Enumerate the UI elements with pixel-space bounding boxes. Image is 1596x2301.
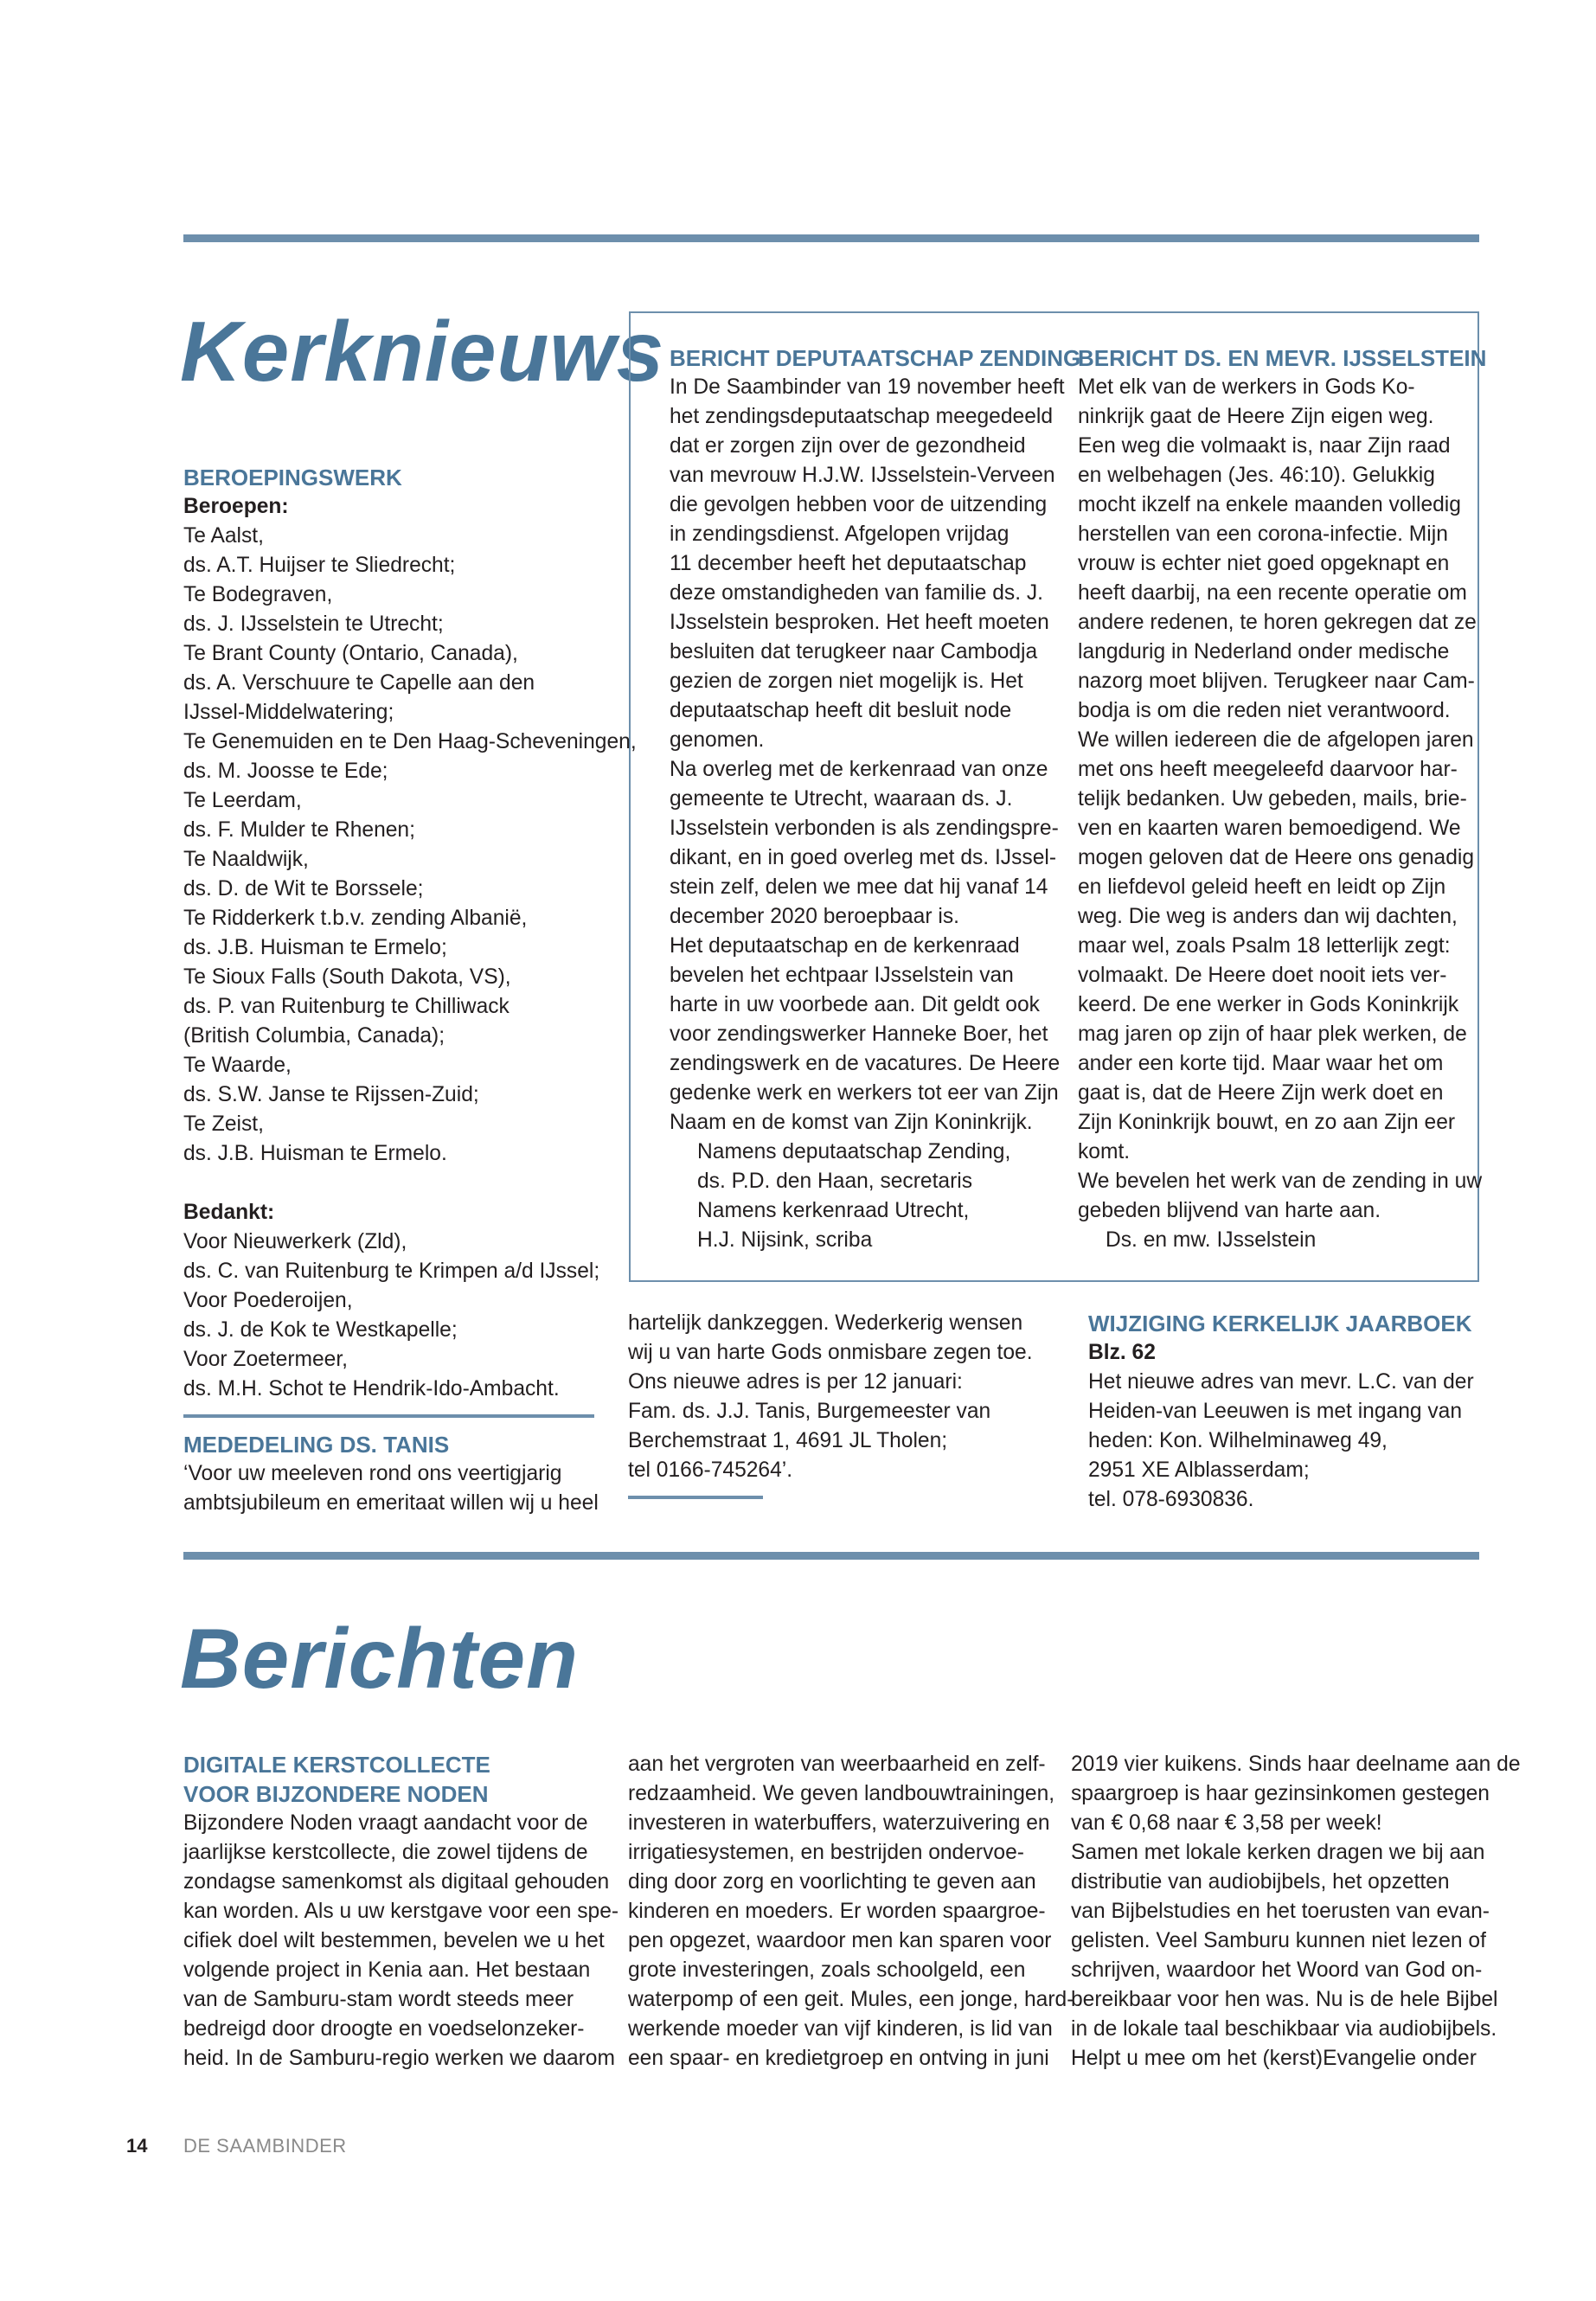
text-line: dikant, en in goed overleg met ds. IJssel-: [670, 846, 1057, 869]
text-line: ninkrijk gaat de Heere Zijn eigen weg.: [1078, 405, 1434, 428]
text-line: dat er zorgen zijn over de gezondheid: [670, 434, 1026, 458]
middle-rule: [183, 1552, 1479, 1560]
text-line: Voor Nieuwerkerk (Zld),: [183, 1230, 407, 1253]
text-line: Namens deputaatschap Zending,: [697, 1140, 1011, 1163]
text-line: Na overleg met de kerkenraad van onze: [670, 758, 1048, 781]
text-line: ambtsjubileum en emeritaat willen wij u heel: [183, 1491, 599, 1515]
tanis-heading: MEDEDELING DS. TANIS: [183, 1432, 450, 1458]
text-line: keerd. De ene werker in Gods Koninkrijk: [1078, 993, 1459, 1016]
text-line: andere redenen, te horen gekregen dat ze: [1078, 611, 1477, 634]
text-line: bedreigd door droogte en voedselonzeker-: [183, 2017, 585, 2041]
text-line: grote investeringen, zoals schoolgeld, een: [628, 1958, 1026, 1982]
text-line: zendingswerk en de vacatures. De Heere: [670, 1052, 1061, 1075]
text-line: ds. J.B. Huisman te Ermelo;: [183, 936, 447, 959]
text-line: stein zelf, delen we mee dat hij vanaf 14: [670, 875, 1048, 899]
text-line: langdurig in Nederland onder medische: [1078, 640, 1450, 663]
text-line: gebeden blijvend van harte aan.: [1078, 1199, 1381, 1222]
text-line: We bevelen het werk van de zending in uw: [1078, 1170, 1483, 1193]
text-line: vrouw is echter niet goed opgeknapt en: [1078, 552, 1450, 575]
text-line: ds. D. de Wit te Borssele;: [183, 877, 424, 901]
text-line: Een weg die volmaakt is, naar Zijn raad: [1078, 434, 1451, 458]
publication-name: DE SAAMBINDER: [183, 2135, 347, 2157]
text-line: ding door zorg en voorlichting te geven aan: [628, 1870, 1036, 1894]
kerstcollecte-column-2: [628, 1750, 1074, 2073]
text-line: Samen met lokale kerken dragen we bij aan: [1071, 1841, 1485, 1864]
text-line: We willen iedereen die de afgelopen jaren: [1078, 728, 1474, 752]
text-line: Te Ridderkerk t.b.v. zending Albanië,: [183, 907, 528, 930]
jaarboek-subheading: Blz. 62: [1088, 1341, 1156, 1364]
text-line: in zendingsdienst. Afgelopen vrijdag: [670, 522, 1010, 546]
kerstcollecte-heading-line1: DIGITALE KERSTCOLLECTE: [183, 1752, 490, 1778]
text-line: Voor Poederoijen,: [183, 1289, 353, 1312]
text-line: Berchemstraat 1, 4691 JL Tholen;: [628, 1429, 948, 1452]
text-line: ‘Voor uw meeleven rond ons veertigjarig: [183, 1462, 562, 1485]
text-line: ven en kaarten waren bemoedigend. We: [1078, 817, 1461, 840]
text-line: Voor Zoetermeer,: [183, 1348, 349, 1371]
zending-heading: BERICHT DEPUTAATSCHAP ZENDING: [670, 345, 1081, 371]
text-line: met ons heeft meegeleefd daarvoor har-: [1078, 758, 1458, 781]
text-line: tel. 078-6930836.: [1088, 1488, 1254, 1511]
text-line: distributie van audiobijbels, het opzetten: [1071, 1870, 1450, 1894]
zending-signature: [670, 1138, 1050, 1255]
text-line: ds. M. Joosse te Ede;: [183, 760, 388, 783]
text-line: Te Leerdam,: [183, 789, 302, 812]
text-line: ds. J. IJsselstein te Utrecht;: [183, 612, 444, 636]
text-line: Te Brant County (Ontario, Canada),: [183, 642, 518, 665]
text-line: en liefdevol geleid heeft en leidt op Zijn: [1078, 875, 1446, 899]
text-line: ds. J.B. Huisman te Ermelo.: [183, 1142, 447, 1165]
text-line: kan worden. Als u uw kerstgave voor een spe-: [183, 1900, 619, 1923]
ijsselstein-text: [1078, 373, 1483, 1226]
text-line: hartelijk dankzeggen. Wederkerig wensen: [628, 1311, 1023, 1335]
text-line: komt.: [1078, 1140, 1131, 1163]
text-line: Het nieuwe adres van mevr. L.C. van der: [1088, 1370, 1474, 1394]
text-line: Te Genemuiden en te Den Haag-Scheveningen,: [183, 730, 637, 753]
text-line: 2019 vier kuikens. Sinds haar deelname aan de: [1071, 1753, 1521, 1776]
text-line: wij u van harte Gods onmisbare zegen toe.: [628, 1341, 1033, 1364]
text-line: tel 0166-745264’.: [628, 1458, 793, 1482]
kerknieuws-title: Kerknieuws: [180, 304, 665, 399]
text-line: gezien de zorgen niet mogelijk is. Het: [670, 670, 1023, 693]
text-line: Zijn Koninkrijk bouwt, en zo aan Zijn eer: [1078, 1111, 1456, 1134]
page-number: 14: [126, 2135, 148, 2157]
ijsselstein-heading: BERICHT DS. EN MEVR. IJSSELSTEIN: [1078, 345, 1487, 371]
kerstcollecte-text-1: [183, 1809, 619, 2073]
text-line: (British Columbia, Canada);: [183, 1024, 445, 1048]
text-line: die gevolgen hebben voor de uitzending: [670, 493, 1048, 516]
text-line: deze omstandigheden van familie ds. J.: [670, 581, 1044, 605]
text-line: IJssel-Middelwatering;: [183, 701, 394, 724]
text-line: kinderen en moeders. Er worden spaargroe-: [628, 1900, 1046, 1923]
text-line: waterpomp of een geit. Mules, een jonge, hard-: [628, 1988, 1074, 2011]
text-line: mogen geloven dat de Heere ons genadig: [1078, 846, 1475, 869]
text-line: Te Zeist,: [183, 1112, 264, 1136]
text-line: telijk bedanken. Uw gebeden, mails, brie-: [1078, 787, 1467, 811]
beroepingswerk-heading: BEROEPINGSWERK: [183, 465, 402, 490]
text-line: gelisten. Veel Samburu kunnen niet lezen of: [1071, 1929, 1486, 1952]
text-line: heid. In de Samburu-regio werken we daarom: [183, 2047, 615, 2070]
text-line: Met elk van de werkers in Gods Ko-: [1078, 375, 1415, 399]
text-line: volgende project in Kenia aan. Het bestaan: [183, 1958, 591, 1982]
text-line: ander een korte tijd. Maar waar het om: [1078, 1052, 1444, 1075]
text-line: weg. Die weg is anders dan wij dachten,: [1078, 905, 1458, 928]
text-line: In De Saambinder van 19 november heeft: [670, 375, 1065, 399]
text-line: ds. C. van Ruitenburg te Krimpen a/d IJssel;: [183, 1259, 600, 1283]
text-line: pen opgezet, waardoor men kan sparen voor: [628, 1929, 1052, 1952]
text-line: gedenke werk en werkers tot eer van Zijn: [670, 1081, 1059, 1105]
jaarboek-text: [1088, 1368, 1474, 1515]
text-line: en welbehagen (Jes. 46:10). Gelukkig: [1078, 464, 1435, 487]
zending-text: [670, 373, 1065, 1138]
text-line: schrijven, waardoor het Woord van God on-: [1071, 1958, 1483, 1982]
text-line: van Bijbelstudies en het toerusten van evan-: [1071, 1900, 1490, 1923]
text-line: H.J. Nijsink, scriba: [697, 1228, 873, 1252]
text-line: herstellen van een corona-infectie. Mijn: [1078, 522, 1448, 546]
text-line: IJsselstein besproken. Het heeft moeten: [670, 611, 1049, 634]
text-line: ds. A. Verschuure te Capelle aan den: [183, 671, 535, 695]
text-line: van € 0,68 naar € 3,58 per week!: [1071, 1811, 1382, 1835]
beroepingswerk-column: [183, 463, 637, 1518]
text-line: heeft daarbij, na een recente operatie om: [1078, 581, 1467, 605]
text-line: gemeente te Utrecht, waaraan ds. J.: [670, 787, 1013, 811]
text-line: werkende moeder van vijf kinderen, is lid van: [628, 2017, 1053, 2041]
text-line: ds. P. van Ruitenburg te Chilliwack: [183, 995, 510, 1018]
tanis-text-part1: [183, 1459, 599, 1518]
ijsselstein-signature: Ds. en mw. IJsselstein: [1106, 1228, 1317, 1252]
ijsselstein-column: [1078, 343, 1487, 1255]
text-line: investeren in waterbuffers, waterzuivering en: [628, 1811, 1050, 1835]
text-line: 2951 XE Alblasserdam;: [1088, 1458, 1310, 1482]
text-line: harte in uw voorbede aan. Dit geldt ook: [670, 993, 1040, 1016]
text-line: Bijzondere Noden vraagt aandacht voor de: [183, 1811, 588, 1835]
kerstcollecte-heading-line2: VOOR BIJZONDERE NODEN: [183, 1781, 489, 1807]
text-line: jaarlijkse kerstcollecte, die zowel tijdens de: [183, 1841, 588, 1864]
text-line: ds. M.H. Schot te Hendrik-Ido-Ambacht.: [183, 1377, 560, 1400]
text-line: Te Waarde,: [183, 1054, 292, 1077]
text-line: maar wel, zoals Psalm 18 letterlijk zegt:: [1078, 934, 1451, 958]
text-line: van de Samburu-stam wordt steeds meer: [183, 1988, 574, 2011]
kerstcollecte-text-3: [1071, 1750, 1521, 2073]
text-line: gaat is, dat de Heere Zijn werk doet en: [1078, 1081, 1444, 1105]
text-line: ds. J. de Kok te Westkapelle;: [183, 1318, 458, 1342]
text-line: van mevrouw H.J.W. IJsselstein-Verveen: [670, 464, 1055, 487]
bedankt-list: [183, 1227, 600, 1404]
text-line: ds. P.D. den Haan, secretaris: [697, 1170, 973, 1193]
tanis-text-part2: [628, 1309, 1033, 1485]
text-line: redzaamheid. We geven landbouwtrainingen,: [628, 1782, 1055, 1805]
text-line: Fam. ds. J.J. Tanis, Burgemeester van: [628, 1400, 991, 1423]
text-line: Te Bodegraven,: [183, 583, 333, 606]
text-line: Ons nieuwe adres is per 12 januari:: [628, 1370, 963, 1394]
text-line: december 2020 beroepbaar is.: [670, 905, 959, 928]
text-line: Te Sioux Falls (South Dakota, VS),: [183, 965, 511, 989]
text-line: volmaakt. De Heere doet nooit iets ver-: [1078, 964, 1447, 987]
jaarboek-heading: WIJZIGING KERKELIJK JAARBOEK: [1088, 1311, 1472, 1336]
kerstcollecte-text-2: [628, 1750, 1074, 2073]
bedankt-label: Bedankt:: [183, 1201, 275, 1224]
text-line: mocht ikzelf na enkele maanden volledig: [1078, 493, 1461, 516]
text-line: ds. A.T. Huijser te Sliedrecht;: [183, 554, 456, 577]
text-line: nazorg moet blijven. Terugkeer naar Cam-: [1078, 670, 1475, 693]
text-line: zondagse samenkomst als digitaal gehouden: [183, 1870, 610, 1894]
tanis-continuation-column: [628, 1309, 1033, 1511]
kerstcollecte-column-3: [1071, 1750, 1521, 2073]
text-line: in de lokale taal beschikbaar via audiobijbels.: [1071, 2017, 1497, 2041]
jaarboek-column: [1088, 1309, 1474, 1515]
top-rule: [183, 234, 1479, 242]
text-line: ds. F. Mulder te Rhenen;: [183, 818, 415, 842]
text-line: deputaatschap heeft dit besluit node: [670, 699, 1012, 722]
text-line: voor zendingswerker Hanneke Boer, het: [670, 1022, 1048, 1046]
beroepen-list: [183, 522, 637, 1169]
text-line: irrigatiesystemen, en bestrijden ondervoe-: [628, 1841, 1024, 1864]
berichten-title: Berichten: [180, 1611, 580, 1706]
text-line: ds. S.W. Janse te Rijssen-Zuid;: [183, 1083, 479, 1106]
text-line: Helpt u mee om het (kerst)Evangelie onder: [1071, 2047, 1477, 2070]
text-line: bevelen het echtpaar IJsselstein van: [670, 964, 1014, 987]
text-line: bodja is om die reden niet verantwoord.: [1078, 699, 1451, 722]
text-line: Naam en de komst van Zijn Koninkrijk.: [670, 1111, 1033, 1134]
text-line: Namens kerkenraad Utrecht,: [697, 1199, 970, 1222]
text-line: IJsselstein verbonden is als zendingspre-: [670, 817, 1059, 840]
beroepen-label: Beroepen:: [183, 495, 289, 518]
text-line: het zendingsdeputaatschap meegedeeld: [670, 405, 1054, 428]
section-divider: [183, 1414, 594, 1418]
kerstcollecte-column-1: [183, 1750, 619, 2073]
text-line: een spaar- en kredietgroep en ontving in juni: [628, 2047, 1049, 2070]
text-line: bereikbaar voor hen was. Nu is de hele Bijbel: [1071, 1988, 1498, 2011]
text-line: Het deputaatschap en de kerkenraad: [670, 934, 1020, 958]
text-line: aan het vergroten van weerbaarheid en zelf-: [628, 1753, 1046, 1776]
text-line: spaargroep is haar gezinsinkomen gestegen: [1071, 1782, 1490, 1805]
text-line: Te Aalst,: [183, 524, 264, 548]
text-line: genomen.: [670, 728, 765, 752]
text-line: heden: Kon. Wilhelminaweg 49,: [1088, 1429, 1388, 1452]
text-line: 11 december heeft het deputaatschap: [670, 552, 1027, 575]
text-line: Te Naaldwijk,: [183, 848, 309, 871]
text-line: Heiden-van Leeuwen is met ingang van: [1088, 1400, 1463, 1423]
zending-column: [670, 343, 1081, 1255]
text-line: mag jaren op zijn of haar plek werken, de: [1078, 1022, 1467, 1046]
tanis-end-rule: [628, 1496, 763, 1499]
text-line: besluiten dat terugkeer naar Cambodja: [670, 640, 1038, 663]
text-line: cifiek doel wilt bestemmen, bevelen we u het: [183, 1929, 605, 1952]
